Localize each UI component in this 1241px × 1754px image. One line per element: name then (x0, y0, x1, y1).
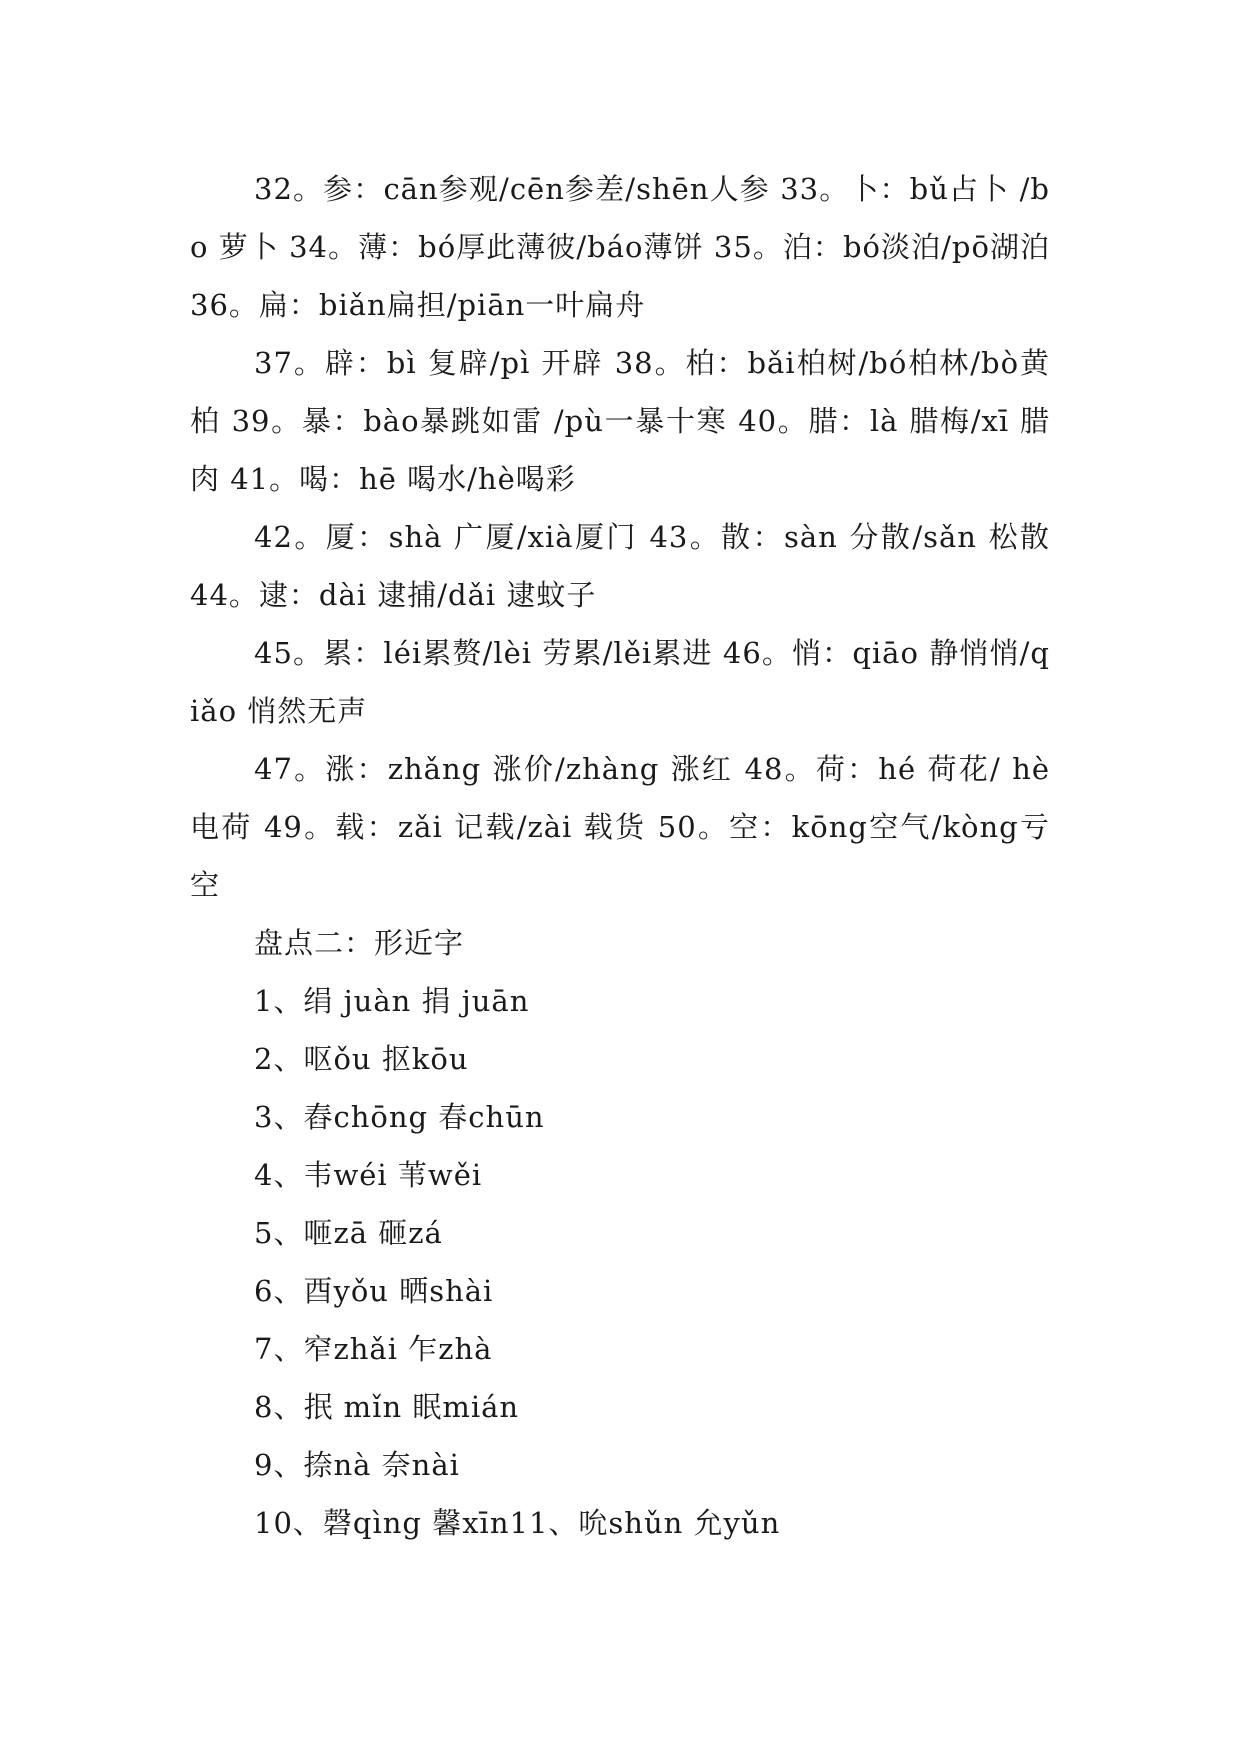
polyphone-paragraph-45-46: 45。累：léi累赘/lèi 劳累/lěi累进 46。悄：qiāo 静悄悄/qiǎo 悄然无声 (190, 636, 1050, 728)
list-item: 1、绢 juàn 捐 juān (254, 984, 530, 1018)
list-item: 6、酉yǒu 晒shài (254, 1274, 494, 1308)
document-body (190, 160, 1050, 1552)
list-item: 9、捺nà 奈nài (254, 1448, 460, 1482)
polyphone-paragraph-42-44: 42。厦：shà 广厦/xià厦门 43。散：sàn 分散/sǎn 松散 44。逮：dài 逮捕/dǎi 逮蚊子 (190, 520, 1050, 612)
list-item: 5、咂zā 砸zá (254, 1216, 443, 1250)
polyphone-paragraph-37-41: 37。辟：bì 复辟/pì 开辟 38。柏：bǎi柏树/bó柏林/bò黄柏 39。暴：bào暴跳如雷 /pù一暴十寒 40。腊：là 腊梅/xī 腊肉 41。喝：hē 喝水/hè喝彩 (190, 346, 1050, 496)
section-heading: 盘点二：形近字 (254, 926, 465, 960)
list-item: 2、呕ǒu 抠kōu (254, 1042, 469, 1076)
list-item: 4、韦wéi 苇wěi (254, 1158, 483, 1192)
list-item: 7、窄zhǎi 乍zhà (254, 1332, 493, 1366)
list-item: 3、舂chōng 春chūn (254, 1100, 545, 1134)
list-item: 8、抿 mǐn 眠mián (254, 1390, 520, 1424)
polyphone-paragraph-47-50: 47。涨：zhǎng 涨价/zhàng 涨红 48。荷：hé 荷花/ hè 电荷 49。载：zǎi 记载/zài 载货 50。空：kōng空气/kòng亏空 (190, 752, 1050, 902)
list-item: 10、磬qìng 馨xīn11、吮shǔn 允yǔn (254, 1506, 781, 1540)
polyphone-paragraph-32-36: 32。参：cān参观/cēn参差/shēn人参 33。卜：bǔ占卜 /bo 萝卜 34。薄：bó厚此薄彼/báo薄饼 35。泊：bó淡泊/pō湖泊 36。扁：biǎn扁担/piān一叶扁舟 (190, 172, 1050, 322)
